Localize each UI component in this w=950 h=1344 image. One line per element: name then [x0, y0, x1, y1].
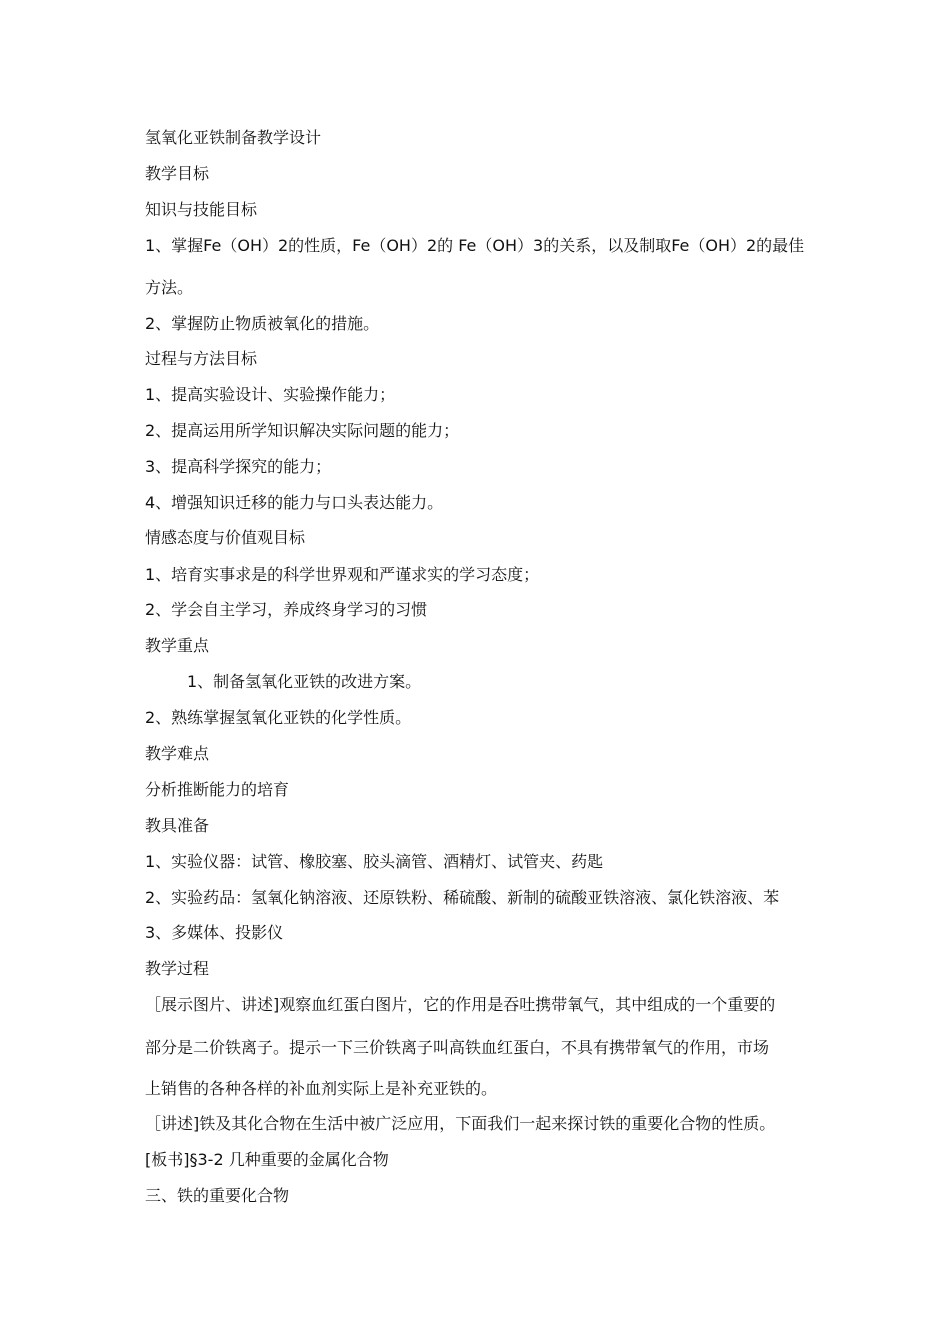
paragraph-line: 1、实验仪器：试管、橡胶塞、胶头滴管、酒精灯、试管夹、药匙	[145, 852, 604, 871]
paragraph-line: 2、学会自主学习，养成终身学习的习惯	[145, 600, 428, 619]
subsection-heading: 情感态度与价值观目标	[145, 528, 306, 547]
paragraph-line: ［展示图片、讲述]观察血红蛋白图片，它的作用是吞吐携带氧气，其中组成的一个重要的	[145, 995, 776, 1014]
section-heading: 教学目标	[145, 164, 210, 183]
paragraph-line: 2、掌握防止物质被氧化的措施。	[145, 314, 380, 333]
paragraph-line: 2、实验药品：氢氧化钠溶液、还原铁粉、稀硫酸、新制的硫酸亚铁溶液、氯化铁溶液、苯	[145, 888, 780, 907]
paragraph-line: [板书]§3-2 几种重要的金属化合物	[145, 1150, 389, 1169]
paragraph-line: 部分是二价铁离子。提示一下三价铁离子叫高铁血红蛋白，不具有携带氧气的作用，市场	[145, 1038, 770, 1057]
paragraph-line: 3、提高科学探究的能力；	[145, 457, 332, 476]
paragraph-line: 4、增强知识迁移的能力与口头表达能力。	[145, 493, 444, 512]
subsection-heading: 知识与技能目标	[145, 200, 258, 219]
section-heading: 教学过程	[145, 959, 210, 978]
paragraph-line: 1、掌握Fe（OH）2的性质，Fe（OH）2的 Fe（OH）3的关系，以及制取Fe（OH）2的最佳	[145, 236, 805, 255]
paragraph-line: 上销售的各种各样的补血剂实际上是补充亚铁的。	[145, 1079, 498, 1098]
document-title: 氢氧化亚铁制备教学设计	[145, 128, 322, 147]
paragraph-line: 方法。	[145, 278, 194, 297]
paragraph-line: 1、提高实验设计、实验操作能力；	[145, 385, 396, 404]
paragraph-line: ［讲述]铁及其化合物在生活中被广泛应用，下面我们一起来探讨铁的重要化合物的性质。	[145, 1114, 776, 1133]
section-heading: 教具准备	[145, 816, 210, 835]
paragraph-line: 2、熟练掌握氢氧化亚铁的化学性质。	[145, 708, 412, 727]
section-heading: 三、铁的重要化合物	[145, 1186, 290, 1205]
paragraph-line: 3、多媒体、投影仪	[145, 923, 284, 942]
paragraph-line: 1、培育实事求是的科学世界观和严谨求实的学习态度；	[145, 565, 540, 584]
paragraph-line: 分析推断能力的培育	[145, 780, 290, 799]
paragraph-line: 1、制备氢氧化亚铁的改进方案。	[187, 672, 422, 691]
paragraph-line: 2、提高运用所学知识解决实际问题的能力；	[145, 421, 460, 440]
section-heading: 教学难点	[145, 744, 210, 763]
subsection-heading: 过程与方法目标	[145, 349, 258, 368]
section-heading: 教学重点	[145, 636, 210, 655]
